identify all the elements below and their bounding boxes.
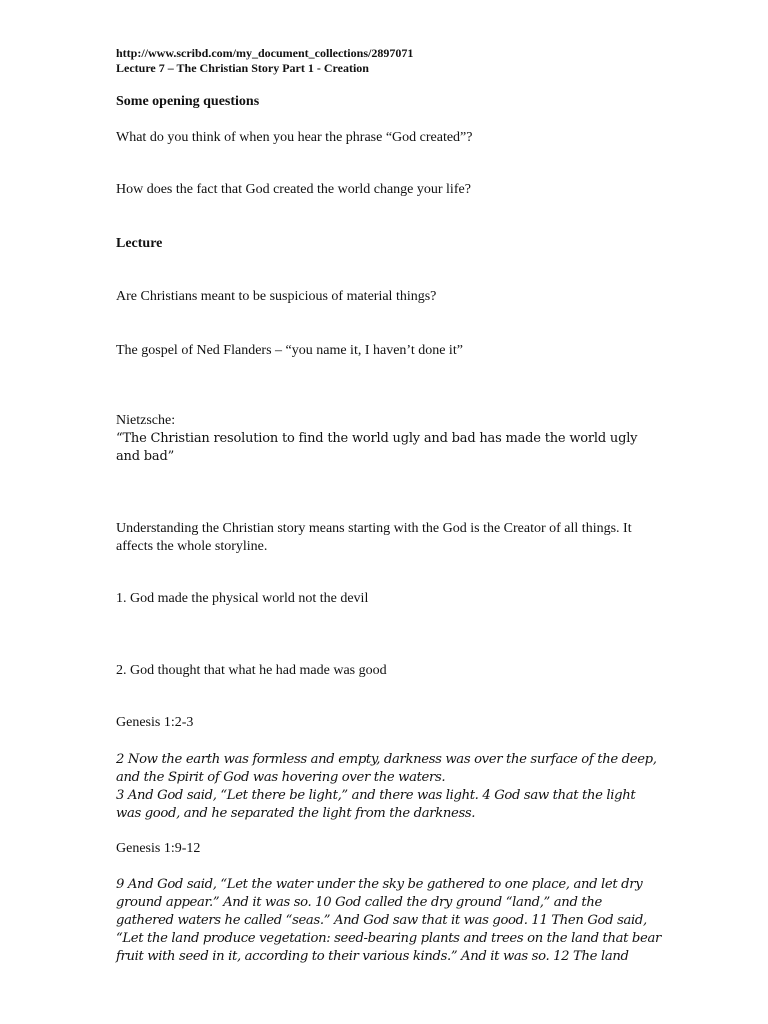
opening-questions-heading: Some opening questions <box>116 94 260 109</box>
verse-line: fruit with seed in it, according to their various kinds.” And it was so. 12 The land <box>116 949 629 964</box>
verse-line: 3 And God said, “Let there be light,” and there was light. 4 God saw that the light <box>116 788 636 803</box>
verse-line: 9 And God said, “Let the water under the sky be gathered to one place, and let dry <box>116 877 643 892</box>
genesis-passage-1-2-3 <box>116 751 656 823</box>
opening-question-2: How does the fact that God created the world change your life? <box>116 182 471 197</box>
genesis-passage-1-9-12 <box>116 876 661 966</box>
verse-line: “Let the land produce vegetation: seed-bearing plants and trees on the land that bear <box>116 931 661 946</box>
opening-question-1: What do you think of when you hear the phrase “God created”? <box>116 130 473 145</box>
verse-line: and the Spirit of God was hovering over the waters. <box>116 770 446 785</box>
lecture-title: Lecture 7 – The Christian Story Part 1 - Creation <box>116 61 369 75</box>
lecture-heading: Lecture <box>116 236 163 251</box>
understanding-paragraph: Understanding the Christian story means starting with the God is the Creator of all things. It affects the whole storyline. <box>116 521 632 554</box>
lecture-point-material-things: Are Christians meant to be suspicious of material things? <box>116 289 437 304</box>
genesis-reference-1-9-12: Genesis 1:9-12 <box>116 841 201 856</box>
nietzsche-label: Nietzsche: <box>116 413 176 428</box>
verse-line: was good, and he separated the light from the darkness. <box>116 806 476 821</box>
document-url: http://www.scribd.com/my_document_collections/2897071 <box>116 46 414 60</box>
numbered-point-2: 2. God thought that what he had made was good <box>116 663 387 678</box>
verse-line: ground appear.” And it was so. 10 God called the dry ground “land,” and the <box>116 895 602 910</box>
genesis-reference-1-2-3: Genesis 1:2-3 <box>116 715 194 730</box>
nietzsche-quote: “The Christian resolution to find the world ugly and bad has made the world ugly and bad” <box>116 431 638 464</box>
lecture-point-ned-flanders: The gospel of Ned Flanders – “you name it, I haven’t done it” <box>116 343 463 358</box>
verse-line: gathered waters he called “seas.” And God saw that it was good. 11 Then God said, <box>116 913 647 928</box>
numbered-point-1: 1. God made the physical world not the devil <box>116 591 369 606</box>
verse-line: 2 Now the earth was formless and empty, darkness was over the surface of the deep, <box>116 752 657 767</box>
